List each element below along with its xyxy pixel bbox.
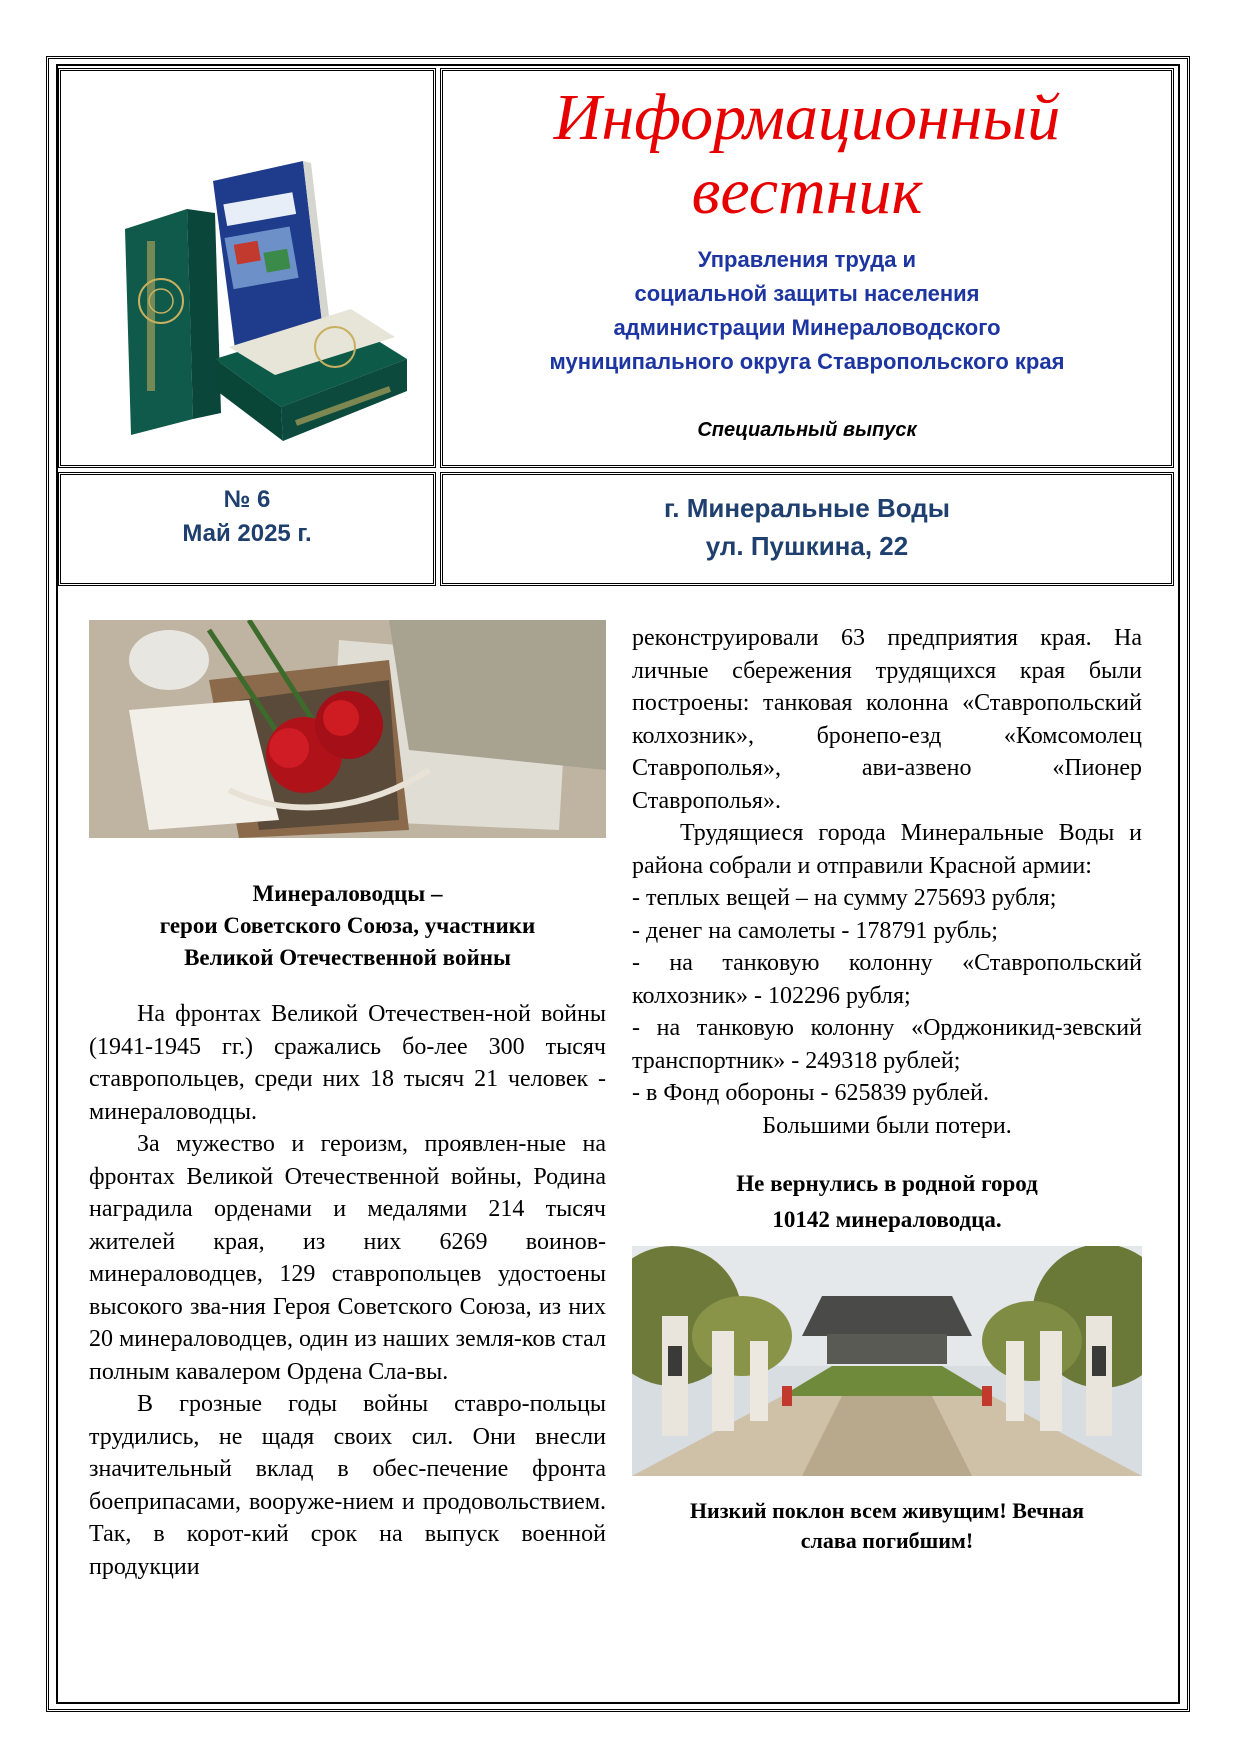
- newsletter-title: [443, 81, 1171, 229]
- article-paragraph: За мужество и героизм, проявлен-ные на фронтах Великой Отечественной войны, Родина наградила орденами и медалями 214 тысяч жителей края, из них 6269 воинов-минераловодцев, 129 ставропольцев удостоены высокого зва-ния Героя Советского Союза, из них 20 минераловодцев, один из наших земля-ков стал полным кавалером Ордена Сла-вы.: [89, 1131, 606, 1385]
- publisher-block: [443, 243, 1171, 379]
- issue-number: № 6: [223, 486, 271, 513]
- issue-date: Май 2025 г.: [182, 520, 312, 547]
- losses-line: Большими были потери.: [762, 1112, 1012, 1139]
- masthead-logo-cell: [58, 68, 436, 468]
- special-issue-label: Специальный выпуск: [697, 419, 917, 441]
- address-cell: [440, 472, 1174, 586]
- not-returned-line-2: 10142 минераловодца.: [772, 1207, 1002, 1232]
- collected-intro: Трудящиеся города Минеральные Воды и района собрали и отправили Красной армии:: [632, 820, 1142, 879]
- closing-line-1: Низкий поклон всем живущим! Вечная: [689, 1498, 1085, 1523]
- address-street: ул. Пушкина, 22: [705, 531, 909, 561]
- title-line-2: вестник: [691, 155, 923, 228]
- publisher-line: социальной защиты населения: [634, 281, 980, 306]
- collected-list-item: - в Фонд обороны - 625839 рублей.: [632, 1080, 989, 1106]
- collected-list-item: - на танковую колонну «Орджоникид-зевский транспортник» - 249318 рублей;: [632, 1015, 1142, 1074]
- masthead-title-cell: [440, 68, 1174, 468]
- article-heading-line-1: Минераловодцы –: [252, 881, 443, 906]
- article-heading-line-2: герои Советского Союза, участники: [159, 913, 536, 938]
- closing-line-2: слава погибшим!: [800, 1528, 974, 1553]
- publisher-line: Управления труда и: [697, 247, 917, 272]
- title-line-1: Информационный: [553, 81, 1061, 154]
- carnations-photo: [89, 620, 606, 838]
- article-paragraph: На фронтах Великой Отечествен-ной войны (1941-1945 гг.) сражались бо-лее 300 тысяч ставропольцев, среди них 18 тысяч 21 человек - минераловодцы.: [89, 1001, 606, 1125]
- collected-list-item: - теплых вещей – на сумму 275693 рубля;: [632, 885, 1057, 911]
- publisher-line: муниципального округа Ставропольского края: [549, 349, 1065, 374]
- article-continuation: реконструировали 63 предприятия края. На личные сбережения трудящихся края были построены: танковая колонна «Ставропольский колхозник», бронепо-езд «Комсомолец Ставрополья», ави-азвено «Пионер Ставрополья».: [632, 625, 1142, 814]
- article-heading-line-3: Великой Отечественной войны: [184, 945, 511, 970]
- books-illustration: [95, 151, 415, 441]
- collected-list-item: - на танковую колонну «Ставропольский колхозник» - 102296 рубля;: [632, 950, 1142, 1009]
- not-returned-line-1: Не вернулись в родной город: [736, 1171, 1038, 1196]
- issue-info-cell: [58, 472, 436, 586]
- right-column: [632, 622, 1142, 1556]
- article-paragraph: В грозные годы войны ставро-польцы трудились, не щадя своих сил. Они внесли значительный вклад в обес-печение фронта боеприпасами, вооруже-нием и продовольствием. Так, в корот-кий срок на выпуск военной продукции: [89, 1391, 606, 1580]
- collected-list-item: - денег на самолеты - 178791 рубль;: [632, 917, 998, 944]
- left-column: [89, 620, 606, 1583]
- address-city: г. Минеральные Воды: [664, 493, 950, 523]
- publisher-line: администрации Минераловодского: [613, 315, 1001, 340]
- memorial-photo: [632, 1246, 1142, 1476]
